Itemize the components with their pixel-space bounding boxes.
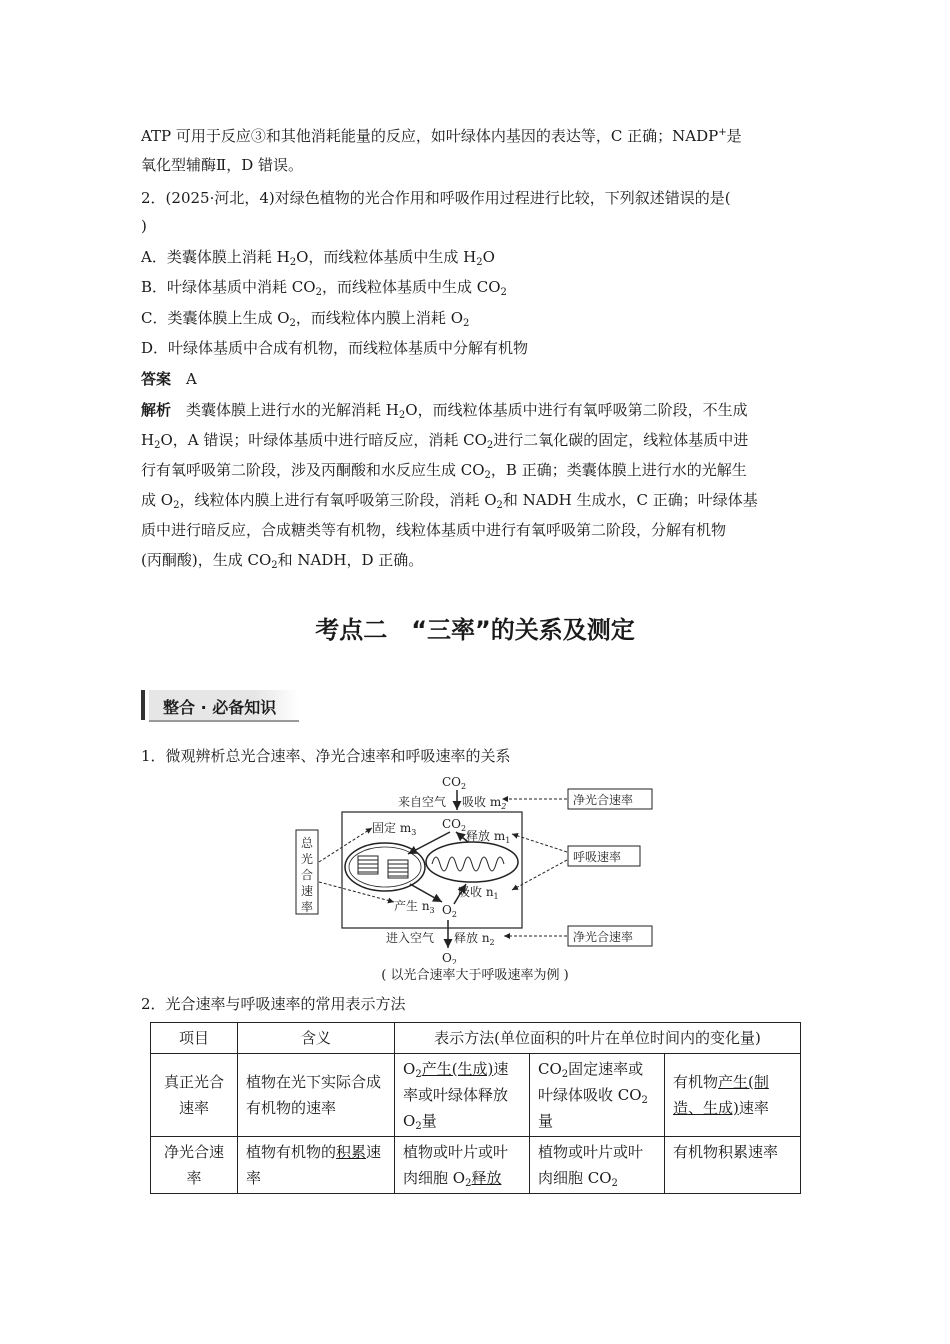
option-b: B．叶绿体基质中消耗 $CO_2$，而线粒体基质中生成 $CO_2$ bbox=[141, 278, 507, 298]
table-header-row bbox=[151, 1023, 801, 1054]
net-rate-top-label: 净光合速率 bbox=[573, 793, 634, 807]
analysis-line-2: $H_2O$，A 错误；叶绿体基质中进行暗反应，消耗 $CO_2$进行二氧化碳的固定，线粒体基质中进 bbox=[141, 431, 749, 451]
section-title: 考点二 “三率”的关系及测定 bbox=[315, 616, 635, 644]
intro-line-2: 氧化型辅酶Ⅱ，D 错误。 bbox=[141, 156, 303, 174]
analysis-line-5: 质中进行暗反应，合成糖类等有机物，线粒体基质中进行有氧呼吸第二阶段，分解有机物 bbox=[141, 521, 727, 539]
total-rate-char-2: 光 bbox=[301, 852, 314, 866]
section-tag-box bbox=[149, 690, 299, 722]
row2-o2-method: 植物或叶片或叶肉细胞 $O_2$释放 bbox=[395, 1137, 530, 1194]
option-d: D．叶绿体基质中合成有机物，而线粒体基质中分解有机物 bbox=[141, 339, 529, 357]
item-1-heading: 1．微观辨析总光合速率、净光合速率和呼吸速率的关系 bbox=[141, 747, 511, 765]
diagram-caption: ( 以光合速率大于呼吸速率为例 ) bbox=[381, 968, 569, 983]
row1-organic-method: 有机物产生(制造、生成)速率 bbox=[665, 1054, 801, 1137]
total-rate-char-5: 率 bbox=[301, 900, 314, 914]
answer-line: 答案 A bbox=[141, 370, 197, 388]
analysis-line-6: (丙酮酸)，生成 $CO_2$和 NADH，D 正确。 bbox=[141, 551, 424, 571]
fix-m3-label: 固定 $m_3$ bbox=[372, 821, 417, 837]
row2-meaning: 植物有机物的积累速率 bbox=[238, 1137, 395, 1194]
arrow-total-produce bbox=[319, 882, 394, 902]
from-air-label: 来自空气 bbox=[398, 795, 447, 809]
enter-air-label: 进入空气 bbox=[386, 931, 435, 945]
release-n2-label: 释放 $n_2$ bbox=[454, 931, 495, 947]
grana bbox=[358, 856, 408, 878]
analysis-line-4: 成 $O_2$，线粒体内膜上进行有氧呼吸第三阶段，消耗 $O_2$和 NADH 生成水，C 正确；叶绿体基 bbox=[141, 491, 758, 511]
total-rate-char-3: 合 bbox=[301, 868, 314, 882]
row1-meaning: 植物在光下实际合成有机物的速率 bbox=[238, 1054, 395, 1137]
arrow-resp-release bbox=[512, 834, 567, 852]
photosynthesis-respiration-diagram bbox=[290, 772, 690, 964]
table-row bbox=[151, 1054, 801, 1137]
row2-organic-method: 有机物积累速率 bbox=[665, 1137, 801, 1194]
section-tag-bar bbox=[141, 690, 145, 720]
produce-n3-label: 产生 $n_3$ bbox=[394, 899, 435, 915]
analysis-line-1: 解析 类囊体膜上进行水的光解消耗 $H_2O$，而线粒体基质中进行有氧呼吸第二阶段，不生成 bbox=[141, 401, 748, 421]
row1-o2-method: $O_2$产生(生成)速率或叶绿体释放 $O_2$量 bbox=[395, 1054, 530, 1137]
row2-co2-method: 植物或叶片或叶肉细胞 $CO_2$ bbox=[530, 1137, 665, 1194]
question-2-stem: 2．(2025·河北，4)对绿色植物的光合作用和呼吸作用过程进行比较，下列叙述错误的是( bbox=[141, 189, 731, 207]
analysis-line-3: 行有氧呼吸第二阶段，涉及丙酮酸和水反应生成 $CO_2$，B 正确；类囊体膜上进行水的光解生 bbox=[141, 461, 747, 481]
total-rate-char-4: 速 bbox=[301, 884, 314, 898]
resp-rate-label: 呼吸速率 bbox=[573, 850, 622, 864]
row2-item: 净光合速率 bbox=[151, 1137, 238, 1194]
row1-item: 真正光合速率 bbox=[151, 1054, 238, 1137]
option-a: A．类囊体膜上消耗 $H_2O$，而线粒体基质中生成 $H_2O$ bbox=[141, 248, 495, 268]
item-2-heading: 2．光合速率与呼吸速率的常用表示方法 bbox=[141, 995, 406, 1013]
row1-co2-method: $CO_2$固定速率或叶绿体吸收 $CO_2$量 bbox=[530, 1054, 665, 1137]
co2-top-label: $CO_2$ bbox=[442, 775, 467, 791]
header-meaning: 含义 bbox=[238, 1023, 395, 1054]
co2-mid-label: $CO_2$ bbox=[442, 817, 467, 833]
intro-line-1: ATP 可用于反应③和其他消耗能量的反应，如叶绿体内基因的表达等，C 正确；NADP+是 bbox=[141, 127, 742, 145]
section-tag-label: 整合 · 必备知识 bbox=[163, 698, 277, 717]
chloroplast bbox=[345, 843, 425, 891]
arrow-resp-absorb bbox=[512, 860, 567, 890]
mitochondrion-cristae bbox=[432, 857, 504, 871]
question-2-stem-paren: ) bbox=[141, 217, 147, 235]
table-row bbox=[151, 1137, 801, 1194]
absorb-m2-label: 吸收 $m_2$ bbox=[462, 795, 507, 811]
absorb-n1-label: 吸收 $n_1$ bbox=[458, 885, 499, 901]
option-c: C．类囊体膜上生成 $O_2$，而线粒体内膜上消耗 $O_2$ bbox=[141, 309, 470, 329]
o2-mid-label: $O_2$ bbox=[442, 903, 457, 919]
o2-bottom-label: $O_2$ bbox=[442, 951, 457, 964]
net-rate-bottom-label: 净光合速率 bbox=[573, 930, 634, 944]
header-method: 表示方法(单位面积的叶片在单位时间内的变化量) bbox=[395, 1023, 801, 1054]
rate-representation-table bbox=[150, 1022, 801, 1194]
total-rate-char-1: 总 bbox=[301, 836, 314, 850]
release-m1-label: 释放 $m_1$ bbox=[466, 829, 511, 845]
header-item: 项目 bbox=[151, 1023, 238, 1054]
